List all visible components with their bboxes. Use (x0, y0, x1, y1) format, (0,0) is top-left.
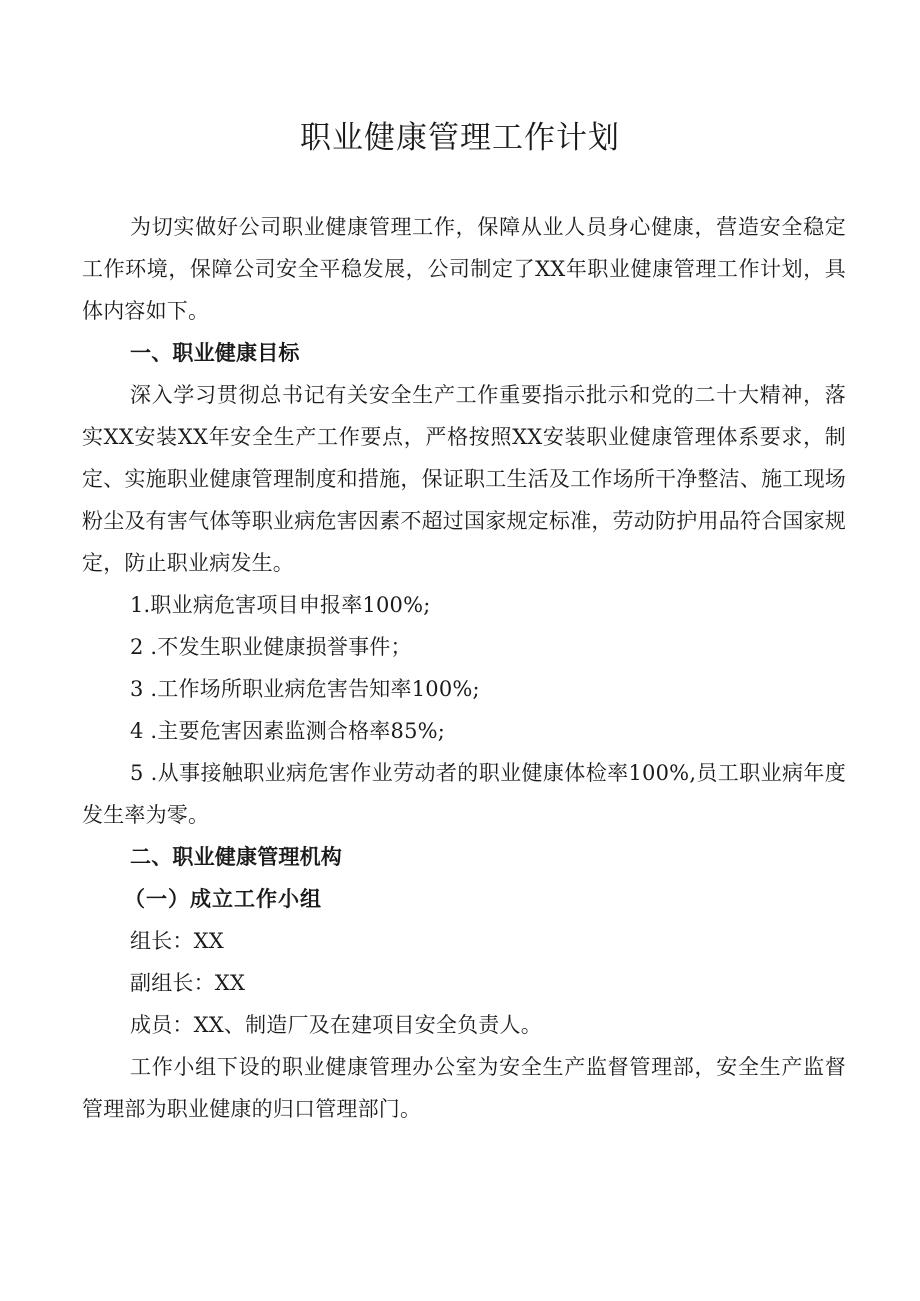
section2-heading: 二、职业健康管理机构 (130, 845, 342, 869)
group-leader: 组长：XX (130, 929, 224, 953)
goal-item-5: 5 .从事接触职业病危害作业劳动者的职业健康体检率100%,员工职业病年度发生率为零。 (82, 761, 846, 827)
intro-paragraph: 为切实做好公司职业健康管理工作，保障从业人员身心健康，营造安全稳定工作环境，保障公司安全平稳发展，公司制定了XX年职业健康管理工作计划，具体内容如下。 (82, 215, 846, 323)
office-paragraph: 工作小组下设的职业健康管理办公室为安全生产监督管理部，安全生产监督管理部为职业健康的归口管理部门。 (82, 1055, 846, 1121)
goal-item-1: 1.职业病危害项目申报率100%; (130, 593, 431, 617)
goal-item-2: 2 .不发生职业健康损誉事件； (130, 635, 412, 659)
section2-sub1-heading: （一）成立工作小组 (124, 887, 322, 911)
section1-heading: 一、职业健康目标 (130, 341, 300, 365)
document-body (82, 206, 846, 1130)
section1-body: 深入学习贯彻总书记有关安全生产工作重要指示批示和党的二十大精神，落实XX安装XX年安全生产工作要点，严格按照XX安装职业健康管理体系要求，制定、实施职业健康管理制度和措施，保证职工生活及工作场所干净整洁、施工现场粉尘及有害气体等职业病危害因素不超过国家规定标准，劳动防护用品符合国家规定，防止职业病发生。 (82, 383, 846, 575)
goal-item-4: 4 .主要危害因素监测合格率85%; (130, 719, 446, 743)
group-deputy-leader: 副组长：XX (130, 971, 246, 995)
goal-item-3: 3 .工作场所职业病危害告知率100%; (130, 677, 480, 701)
document-title: 职业健康管理工作计划 (300, 120, 620, 156)
group-members: 成员：XX、制造厂及在建项目安全负责人。 (130, 1013, 542, 1037)
